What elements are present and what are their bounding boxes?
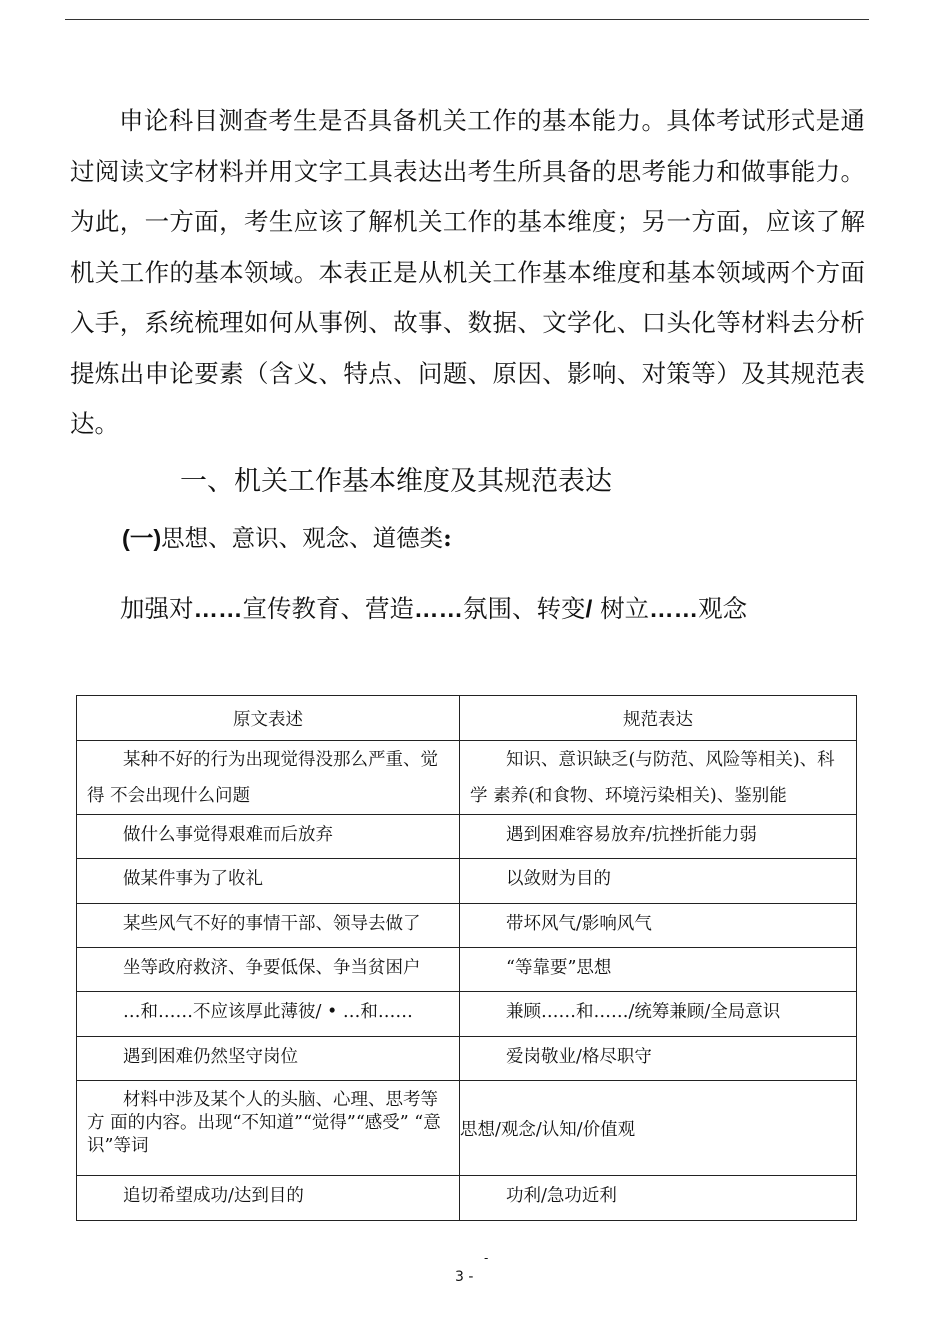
cell-original: 坐等政府救济、争要低保、争当贫困户 (77, 948, 460, 992)
table-row (77, 1037, 857, 1081)
sub-heading-text: 思想、意识、观念、道德类 (161, 524, 444, 552)
table-row (77, 904, 857, 948)
cell-standard: 遇到困难容易放弃/抗挫折能力弱 (460, 815, 857, 859)
cell-original: 做某件事为了收礼 (77, 859, 460, 904)
header-original: 原文表述 (77, 696, 460, 741)
sub-heading-number: (一) (122, 525, 162, 551)
page-number: 3 - (455, 1269, 474, 1285)
table-row (77, 1081, 857, 1176)
cell-original: 材料中涉及某个人的头脑、心理、思考等方 面的内容。出现“不知道”“觉得”“感受” “意识”等词 (77, 1081, 460, 1176)
expression-table (76, 695, 857, 1221)
cell-standard: 兼顾……和……/统筹兼顾/全局意识 (460, 992, 857, 1037)
lead-part-5: 观念 (698, 594, 748, 623)
intro-paragraph: 申论科目测查考生是否具备机关工作的基本能力。具体考试形式是通过阅读文字材料并用文字工具表达出考生所具备的思考能力和做事能力。为此，一方面，考生应该了解机关工作的基本维度；另一方面，应该了解机关工作的基本领域。本表正是从机关工作基本维度和基本领域两个方面入手，系统梳理如何从事例、故事、数据、文学化、口头化等材料去分析提炼出申论要素（含义、特点、问题、原因、影响、对策等）及其规范表达。 (70, 106, 865, 438)
cell-standard: 带坏风气/影响风气 (460, 904, 857, 948)
table-header-row (77, 696, 857, 741)
section-heading: 一、机关工作基本维度及其规范表达 (180, 466, 612, 497)
lead-part-1: 加强对 (120, 594, 194, 623)
lead-ellipsis-2: …… (414, 596, 463, 623)
table-row (77, 859, 857, 904)
cell-original: 做什么事觉得艰难而后放弃 (77, 815, 460, 859)
cell-original: 追切希望成功/达到目的 (77, 1176, 460, 1221)
sub-heading (122, 518, 452, 558)
cell-standard: 知识、意识缺乏(与防范、风险等相关)、科学 素养(和食物、环境污染相关)、鉴别能 (460, 741, 857, 815)
table-row (77, 741, 857, 815)
lead-line (120, 588, 747, 631)
cell-standard: 爱岗敬业/格尽职守 (460, 1037, 857, 1081)
cell-original: 某种不好的行为出现觉得没那么严重、觉得 不会出现什么问题 (77, 741, 460, 815)
lead-part-2: 宣传教育、营造 (242, 594, 414, 623)
cell-original: 某些风气不好的事情干部、领导去做了 (77, 904, 460, 948)
header-rule (65, 19, 869, 20)
cell-standard: 功利/急功近利 (460, 1176, 857, 1221)
lead-part-3: 氛围、转变 (463, 594, 586, 623)
table-row (77, 815, 857, 859)
footer-mark: - (484, 1251, 489, 1265)
cell-standard: “等靠要”思想 (460, 948, 857, 992)
lead-slash: / (585, 596, 593, 623)
header-standard: 规范表达 (460, 696, 857, 741)
lead-ellipsis-3: …… (649, 596, 699, 623)
table-row (77, 1176, 857, 1221)
table-row (77, 948, 857, 992)
cell-standard: 思想/观念/认知/价值观 (460, 1081, 857, 1176)
table-row (77, 992, 857, 1037)
lead-part-4: 树立 (592, 594, 650, 623)
sub-heading-colon: : (443, 524, 452, 552)
cell-original: 遇到困难仍然坚守岗位 (77, 1037, 460, 1081)
cell-standard: 以敛财为目的 (460, 859, 857, 904)
lead-ellipsis-1: …… (193, 596, 243, 623)
cell-original: …和……不应该厚此薄彼/ • …和…… (77, 992, 460, 1037)
